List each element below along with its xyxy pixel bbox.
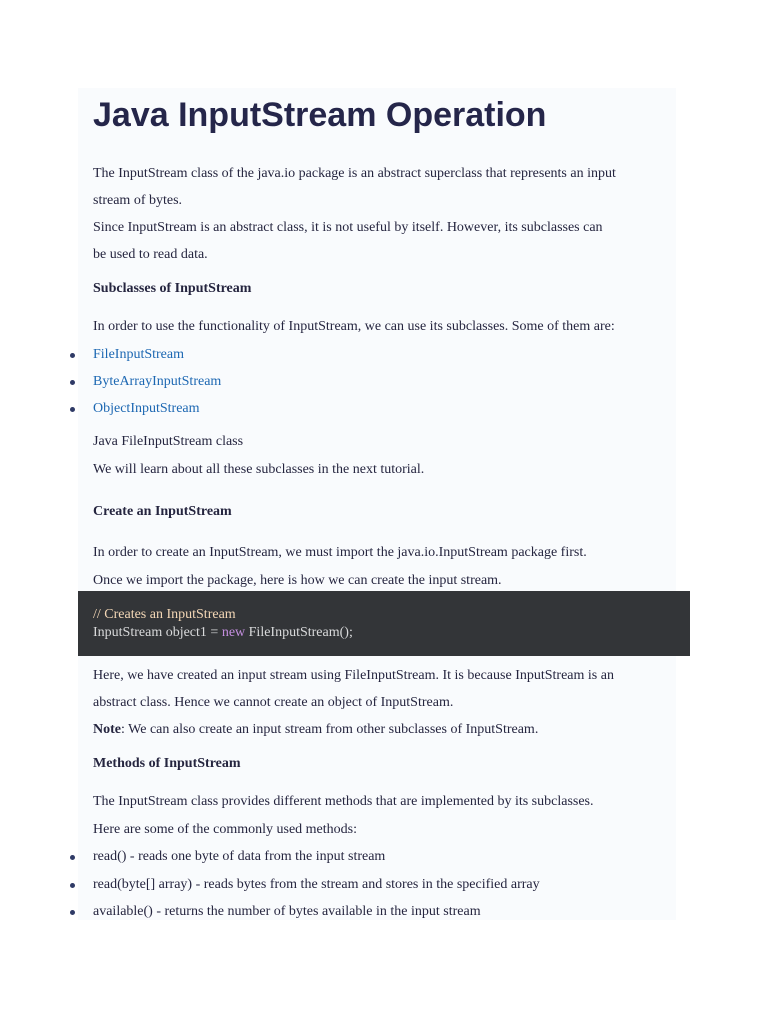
methods-text: The InputStream class provides different methods that are implemented by its subclasses. — [93, 794, 594, 809]
create-heading: Create an InputStream — [93, 504, 232, 519]
methods-heading: Methods of InputStream — [93, 756, 241, 771]
image-caption: Java FileInputStream class — [93, 434, 244, 449]
intro-line: stream of bytes. — [93, 193, 183, 208]
code-keyword: new — [221, 625, 246, 640]
create-text: Once we import the package, here is how we can create the input stream. — [93, 573, 502, 588]
link-fileinputstream[interactable]: FileInputStream — [93, 347, 184, 362]
link-objectinputstream[interactable]: ObjectInputStream — [93, 401, 200, 416]
subclasses-heading: Subclasses of InputStream — [93, 281, 252, 296]
bullet-icon — [70, 855, 75, 860]
after-code-text: abstract class. Hence we cannot create an object of InputStream. — [93, 695, 454, 710]
methods-text: Here are some of the commonly used methods: — [93, 822, 357, 837]
method-item: read() - reads one byte of data from the input stream — [93, 849, 386, 864]
link-bytearrayinputstream[interactable]: ByteArrayInputStream — [93, 374, 222, 389]
intro-line: Since InputStream is an abstract class, it is not useful by itself. However, its subclasses can — [93, 220, 603, 235]
page-title: Java InputStream Operation — [93, 96, 547, 134]
method-item: read(byte[] array) - reads bytes from the stream and stores in the specified array — [93, 877, 540, 892]
code-text: FileInputStream(); — [245, 625, 353, 640]
note-label: Note — [93, 722, 121, 737]
bullet-icon — [70, 883, 75, 888]
bullet-icon — [70, 380, 75, 385]
bullet-icon — [70, 407, 75, 412]
bullet-icon — [70, 910, 75, 915]
create-text: In order to create an InputStream, we must import the java.io.InputStream package first. — [93, 545, 587, 560]
note-line — [93, 720, 538, 740]
code-text: InputStream object1 = — [93, 625, 222, 640]
intro-line: be used to read data. — [93, 247, 208, 262]
intro-line: The InputStream class of the java.io package is an abstract superclass that represents an input — [93, 166, 616, 181]
bullet-icon — [70, 353, 75, 358]
after-code-text: Here, we have created an input stream using FileInputStream. It is because InputStream is an — [93, 668, 614, 683]
note-text: : We can also create an input stream from other subclasses of InputStream. — [121, 722, 539, 737]
code-line — [93, 624, 353, 642]
code-block — [78, 591, 690, 656]
method-item: available() - returns the number of bytes available in the input stream — [93, 904, 481, 919]
subclasses-note: We will learn about all these subclasses in the next tutorial. — [93, 462, 425, 477]
code-comment: // Creates an InputStream — [93, 607, 236, 622]
subclasses-text: In order to use the functionality of InputStream, we can use its subclasses. Some of them are: — [93, 319, 615, 334]
